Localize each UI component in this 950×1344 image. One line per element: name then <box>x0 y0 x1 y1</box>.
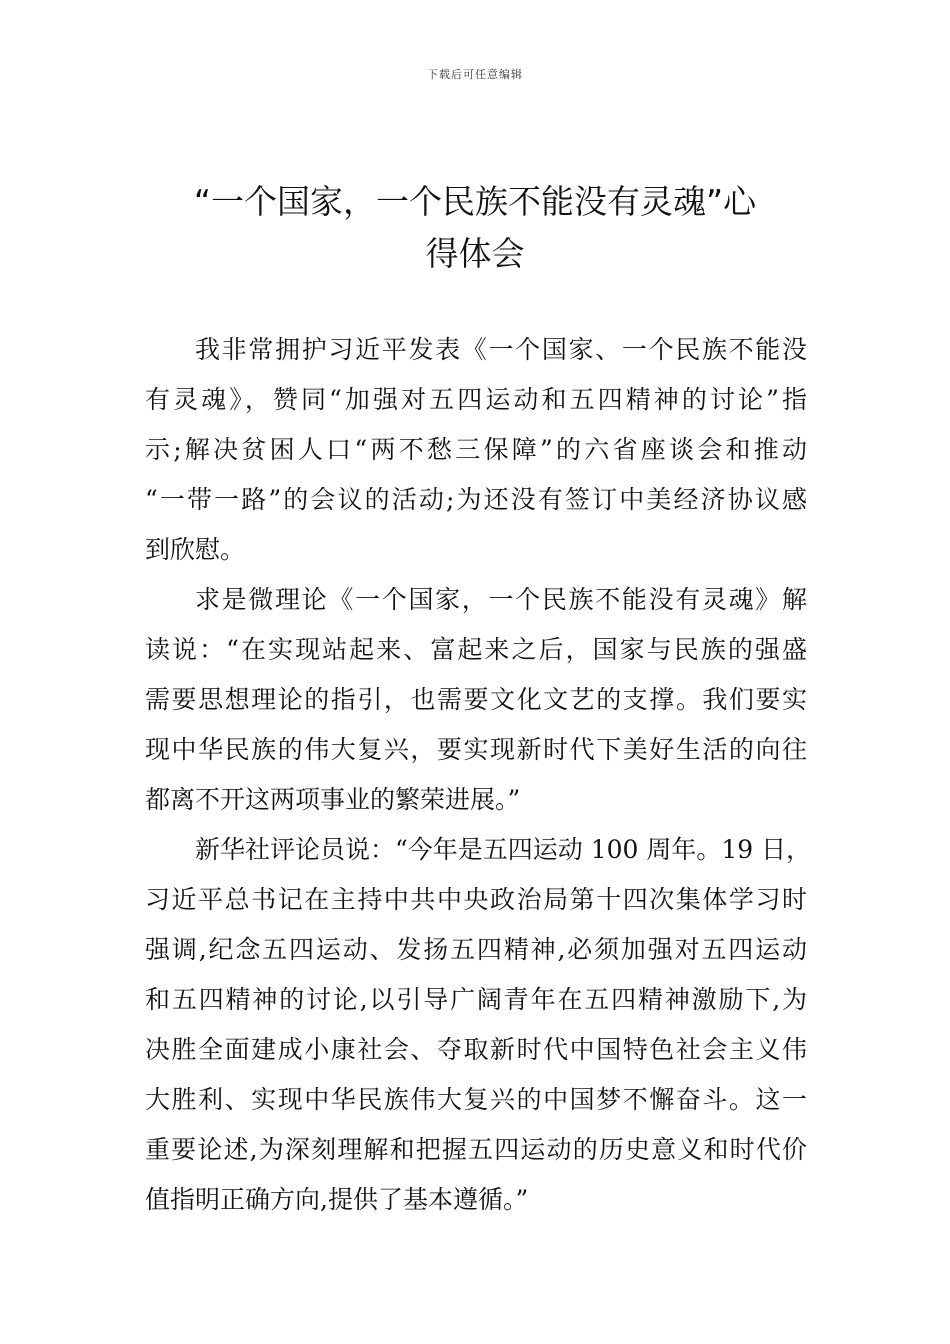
paragraph-line: 重要论述,为深刻理解和把握五四运动的历史意义和时代价 <box>145 1135 807 1164</box>
paragraph-1 <box>145 325 807 575</box>
paragraph-line: 都离不开这两项事业的繁荣进展。” <box>145 785 521 814</box>
paragraph-line: “一带一路”的会议的活动;为还没有签订中美经济协议感 <box>145 485 807 514</box>
document-title <box>145 176 805 280</box>
title-line-1: “一个国家，一个民族不能没有灵魂”心 <box>193 182 757 221</box>
paragraph-line: 强调,纪念五四运动、发扬五四精神,必须加强对五四运动 <box>145 935 807 964</box>
paragraph-line: 求是微理论《一个国家，一个民族不能没有灵魂》解 <box>195 585 807 614</box>
paragraph-line: 到欣慰。 <box>145 535 246 564</box>
paragraph-line: 大胜利、实现中华民族伟大复兴的中国梦不懈奋斗。这一 <box>145 1085 807 1114</box>
paragraph-line: 决胜全面建成小康社会、夺取新时代中国特色社会主义伟 <box>145 1035 807 1064</box>
paragraph-line: 示;解决贫困人口“两不愁三保障”的六省座谈会和推动 <box>145 435 807 464</box>
title-line-2: 得体会 <box>425 234 525 273</box>
paragraph-line: 需要思想理论的指引，也需要文化文艺的支撑。我们要实 <box>145 685 807 714</box>
paragraph-line: 和五四精神的讨论,以引导广阔青年在五四精神激励下,为 <box>145 985 807 1014</box>
paragraph-line: 值指明正确方向,提供了基本遵循。” <box>145 1185 529 1214</box>
paragraph-line: 我非常拥护习近平发表《一个国家、一个民族不能没 <box>195 335 807 364</box>
paragraph-line: 习近平总书记在主持中共中央政治局第十四次集体学习时 <box>145 885 807 914</box>
paragraph-line: 现中华民族的伟大复兴，要实现新时代下美好生活的向往 <box>145 735 807 764</box>
document-body <box>145 325 812 1225</box>
paragraph-3 <box>145 825 812 1225</box>
paragraph-line: 读说：“在实现站起来、富起来之后，国家与民族的强盛 <box>145 635 807 664</box>
paragraph-2 <box>145 575 807 825</box>
header-note: 下载后可任意编辑 <box>427 68 523 81</box>
paragraph-line: 有灵魂》，赞同“加强对五四运动和五四精神的讨论”指 <box>145 385 807 414</box>
paragraph-line: 新华社评论员说：“今年是五四运动 100 周年。19 日， <box>195 835 812 864</box>
